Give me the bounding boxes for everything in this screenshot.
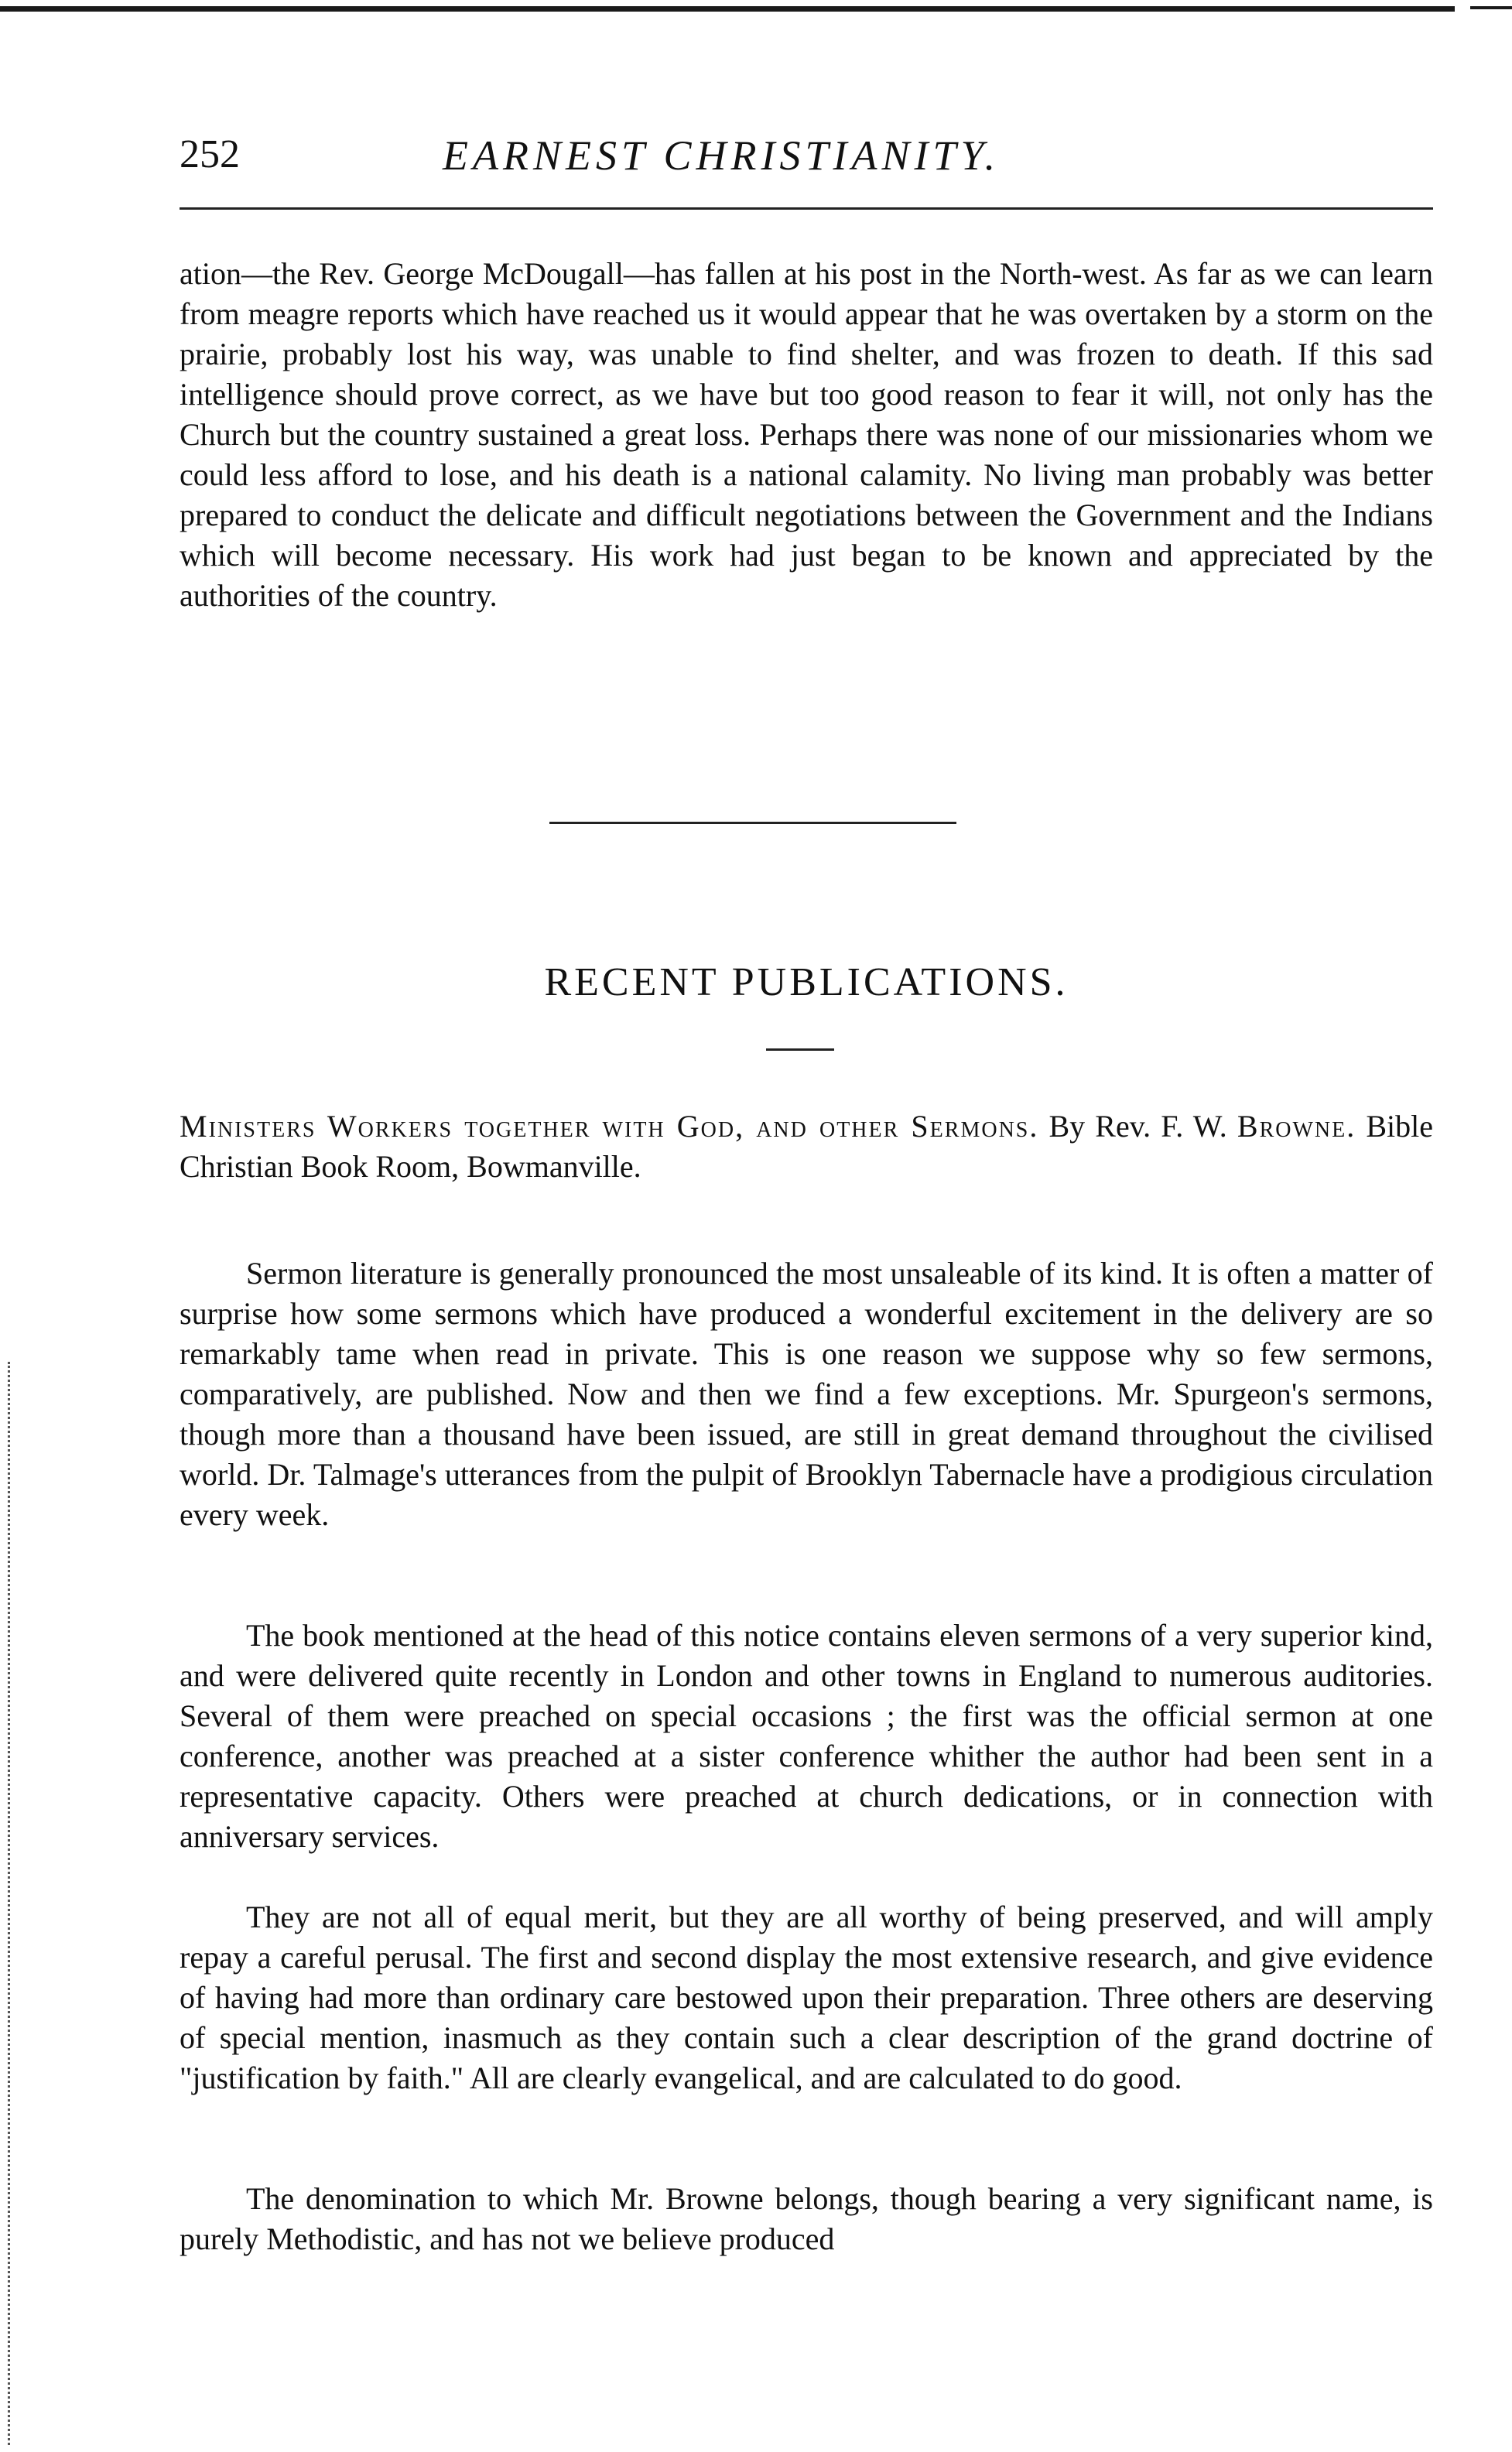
- publication-title: Ministers Workers together with God, and other Sermons.: [180, 1109, 1039, 1144]
- running-head: [180, 132, 1433, 186]
- publication-publisher: Bible Christian Book Room, Bowmanville.: [180, 1109, 1434, 1184]
- intro-paragraph: ation—the Rev. George McDougall—has fallen at his post in the North-west. As far as we can learn from meagre reports which have reached us it would appear that he was overtaken by a storm on the prairie, probably lost his way, was unable to find shelter, and was frozen to death. If this sad intelligence should prove correct, as we have but too good reason to fear it will, not only has the Church but the country sustained a great loss. Perhaps there was none of our missionaries whom we could less afford to lose, and his death is a national calamity. No living man probably was better prepared to conduct the delicate and difficult negotiations between the Government and the Indians which will become necessary. His work had just began to be known and appreciated by the authorities of the country.: [180, 256, 1433, 613]
- section-title: RECENT PUBLICATIONS.: [544, 960, 1069, 1004]
- journal-title: EARNEST CHRISTIANITY.: [443, 132, 1001, 179]
- binding-edge-marks: [8, 1362, 15, 2445]
- body-paragraph-4: The denomination to which Mr. Browne belongs, though bearing a very significant name, is purely Methodistic, and has not we believe produced: [180, 2181, 1433, 2256]
- title-underline: [766, 1048, 834, 1051]
- top-border-rule-fragment: [1470, 6, 1512, 9]
- publication-author-name: Browne.: [1237, 1109, 1356, 1144]
- body-paragraph-3: They are not all of equal merit, but they are all worthy of being preserved, and will amply repay a careful perusal. The first and second display the most extensive research, and give evidence of having had more than ordinary care bestowed upon their preparation. Three others are deserving of special mention, inasmuch as they contain such a clear description of the grand doctrine of "justification by faith." All are clearly evangelical, and are calculated to do good.: [180, 1900, 1433, 2095]
- top-border-rule: [0, 6, 1455, 12]
- header-rule: [180, 207, 1433, 210]
- publication-heading: [180, 1106, 1433, 1187]
- section-divider: [549, 822, 956, 824]
- body-paragraph-1: Sermon literature is generally pronounced the most unsaleable of its kind. It is often a matter of surprise how some sermons which have produced a wonderful excitement in the delivery are so remarkably tame when read in private. This is one reason we suppose why so few sermons, comparatively, are published. Now and then we find a few exceptions. Mr. Spurgeon's sermons, though more than a thousand have been issued, are still in great demand throughout the civilised world. Dr. Talmage's utterances from the pulpit of Brooklyn Tabernacle have a prodigious circulation every week.: [180, 1256, 1433, 1532]
- publication-author-prefix: By Rev. F. W.: [1048, 1109, 1227, 1144]
- page-number: 252: [180, 132, 240, 176]
- body-paragraph-2: The book mentioned at the head of this notice contains eleven sermons of a very superior kind, and were delivered quite recently in London and other towns in England to numerous auditories. Several of them were preached on special occasions ; the first was the official sermon at one conference, another was preached at a sister conference whither the author had been sent in a representative capacity. Others were preached at church dedications, or in connection with anniversary services.: [180, 1618, 1433, 1854]
